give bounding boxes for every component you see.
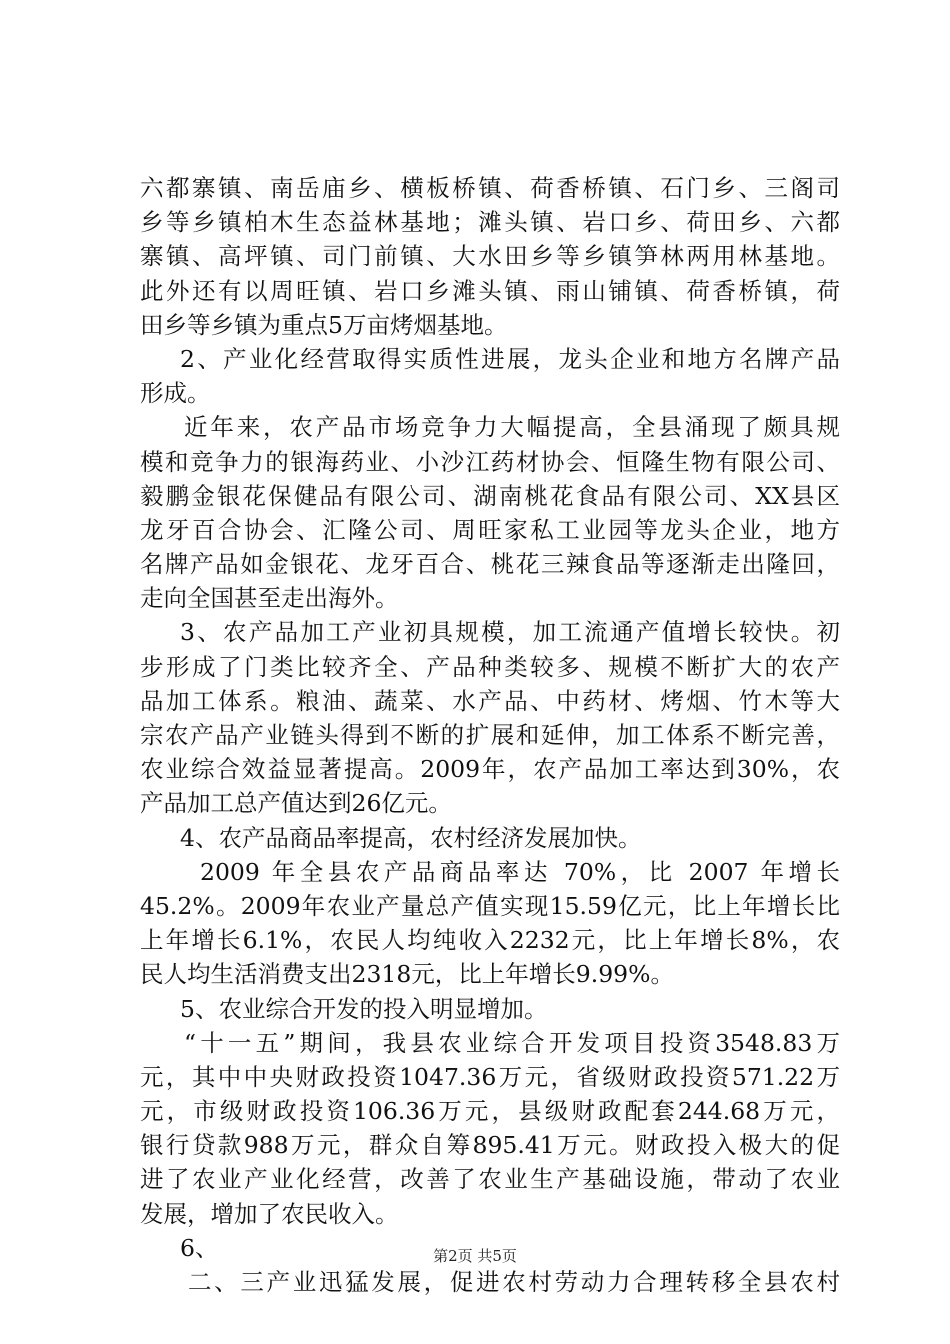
page-number-footer: 第2页 共5页 [433,1247,517,1265]
text-line: 宗农产品产业链头得到不断的扩展和延伸，加工体系不断完善， [140,721,840,749]
section-heading-2: 2、产业化经营取得实质性进展，龙头企业和地方名牌产品 [180,344,840,373]
text-line: 产品加工总产值达到26亿元。 [140,789,452,818]
text-line: 寨镇、高坪镇、司门前镇、大水田乡等乡镇笋林两用林基地。 [140,242,840,271]
section-heading-3: 3、农产品加工产业初具规模，加工流通产值增长较快。初 [180,618,840,647]
section-heading-4: 4、农产品商品率提高，农村经济发展加快。 [180,823,642,852]
text-line: 发展，增加了农民收入。 [140,1199,399,1228]
text-line: 元，其中中央财政投资1047.36万元，省级财政投资571.22万 [140,1062,840,1091]
text-line: 元，市级财政投资106.36万元，县级财政配套244.68万元， [140,1097,840,1126]
text-line: 龙牙百合协会、汇隆公司、周旺家私工业园等龙头企业，地方 [140,515,840,544]
text-line: 农业综合效益显著提高。2009年，农产品加工率达到30%，农 [140,755,840,784]
text-line: 田乡等乡镇为重点5万亩烤烟基地。 [140,310,508,339]
document-body [140,171,840,1299]
text-line: 毅鹏金银花保健品有限公司、湖南桃花食品有限公司、XX县区 [140,481,840,510]
text-line: 名牌产品如金银花、龙牙百合、桃花三辣食品等逐渐走出隆回， [140,550,840,579]
text-line: 此外还有以周旺镇、岩口乡滩头镇、雨山铺镇、荷香桥镇，荷 [140,276,840,305]
text-line: 2009 年全县农产品商品率达 70%，比 2007 年增长 [200,857,840,886]
text-line: 步形成了门类比较齐全、产品种类较多、规模不断扩大的农产 [140,652,840,681]
text-line: 民人均生活消费支出2318元，比上年增长9.99%。 [140,960,674,989]
text-line: 近年来，农产品市场竞争力大幅提高，全县涌现了颇具规 [184,413,840,442]
text-line: 走向全国甚至走出海外。 [140,584,399,613]
text-line: 模和竞争力的银海药业、小沙江药材协会、恒隆生物有限公司、 [140,447,840,476]
text-line: 二、三产业迅猛发展，促进农村劳动力合理转移全县农村 [188,1268,840,1296]
text-line: 银行贷款988万元，群众自筹895.41万元。财政投入极大的促 [140,1131,840,1160]
text-line: 六都寨镇、南岳庙乡、横板桥镇、荷香桥镇、石门乡、三阁司 [140,174,840,202]
text-line: 品加工体系。粮油、蔬菜、水产品、中药材、烤烟、竹木等大 [140,686,840,715]
text-line: 进了农业产业化经营，改善了农业生产基础设施，带动了农业 [140,1165,840,1194]
text-line: 上年增长6.1%，农民人均纯收入2232元，比上年增长8%，农 [140,926,840,955]
text-line: 乡等乡镇柏木生态益林基地；滩头镇、岩口乡、荷田乡、六都 [140,208,840,237]
text-line: 45.2%。2009年农业产量总产值实现15.59亿元，比上年增长比 [140,891,840,920]
section-heading-5: 5、农业综合开发的投入明显增加。 [180,994,548,1023]
text-line: “十一五”期间，我县农业综合开发项目投资3548.83万 [184,1028,840,1057]
section-heading-6: 6、 [180,1233,219,1262]
text-line: 形成。 [140,379,211,408]
